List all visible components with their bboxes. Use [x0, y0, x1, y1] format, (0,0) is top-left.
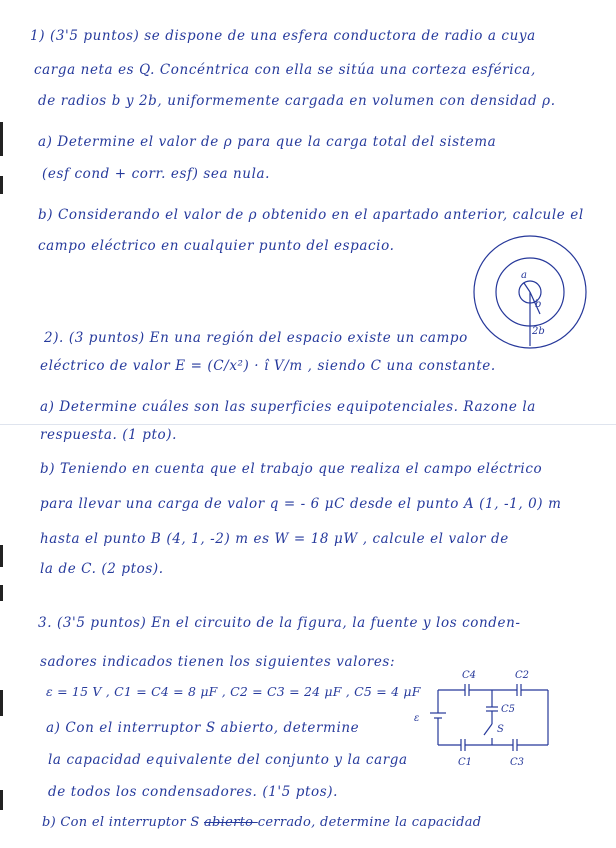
binding-mark [0, 690, 3, 716]
binding-mark [0, 790, 3, 810]
problem-2b-line-3: hasta el punto B (4, 1, -2) m es W = 18 μW , calcule el valor de [40, 531, 509, 547]
struck-word: abierto [204, 815, 258, 830]
problem-1b-line-2: campo eléctrico en cualquier punto del espacio. [38, 238, 395, 254]
problem-1-line-3: de radios b y 2b, uniformemente cargada en volumen con densidad ρ. [38, 93, 556, 109]
label-c4: C4 [462, 670, 477, 681]
inner-shell-circle [496, 258, 564, 326]
problem-1b-line-1: b) Considerando el valor de ρ obtenido en el apartado anterior, calcule el [38, 207, 584, 223]
conductor-sphere-circle [519, 281, 541, 303]
label-a: a [521, 270, 527, 281]
label-c5: C5 [501, 704, 516, 715]
label-2b: 2b [532, 326, 545, 337]
label-c2: C2 [515, 670, 530, 681]
binding-mark [0, 545, 3, 567]
problem-2b-line-1: b) Teniendo en cuenta que el trabajo que realiza el campo eléctrico [40, 461, 543, 477]
problem-2a-line-1: a) Determine cuáles son las superficies equipotenciales. Razone la [40, 399, 536, 415]
problem-1a-line-1: a) Determine el valor de ρ para que la carga total del sistema [38, 134, 497, 150]
label-c3: C3 [510, 757, 525, 768]
label-s: S [497, 724, 504, 735]
problem-1-line-1: 1) (3'5 puntos) se dispone de una esfera conductora de radio a cuya [30, 28, 536, 44]
outer-shell-circle [474, 236, 586, 348]
label-emf: ε [414, 713, 420, 724]
problem-3b-line-1: b) Con el interruptor S abierto cerrado, determine la capacidad [42, 815, 482, 830]
problem-1a-line-2: (esf cond + corr. esf) sea nula. [42, 166, 271, 182]
label-c1: C1 [458, 757, 473, 768]
paper-fold [0, 424, 616, 425]
problem-3a-line-2: la capacidad equivalente del conjunto y la carga [48, 752, 408, 768]
label-b: b [535, 299, 542, 310]
problem-3-line-1: 3. (3'5 puntos) En el circuito de la figura, la fuente y los conden- [38, 615, 521, 631]
radius-a-line [524, 283, 530, 292]
binding-mark [0, 585, 3, 601]
problem-2b-line-4: la de C. (2 ptos). [40, 561, 164, 577]
problem-3-line-2: sadores indicados tienen los siguientes valores: [40, 654, 396, 670]
switch-s-blade [484, 724, 492, 735]
problem-2-line-1: 2). (3 puntos) En una región del espacio existe un campo [44, 330, 468, 346]
problem-2a-line-2: respuesta. (1 pto). [40, 427, 177, 443]
problem-2b-line-2: para llevar una carga de valor q = - 6 μC desde el punto A (1, -1, 0) m [40, 496, 562, 512]
radius-b-line [530, 292, 540, 314]
problem-2-line-2: eléctrico de valor E = (C/x²) · î V/m , siendo C una constante. [40, 358, 496, 374]
problem-3a-line-1: a) Con el interruptor S abierto, determine [46, 720, 360, 736]
problem-3-values: ε = 15 V , C1 = C4 = 8 μF , C2 = C3 = 24 μF , C5 = 4 μF [46, 684, 421, 699]
binding-mark [0, 122, 3, 156]
binding-mark [0, 176, 3, 194]
problem-3a-line-3: de todos los condensadores. (1'5 ptos). [48, 784, 339, 800]
problem-1-line-2: carga neta es Q. Concéntrica con ella se sitúa una corteza esférica, [34, 62, 536, 78]
